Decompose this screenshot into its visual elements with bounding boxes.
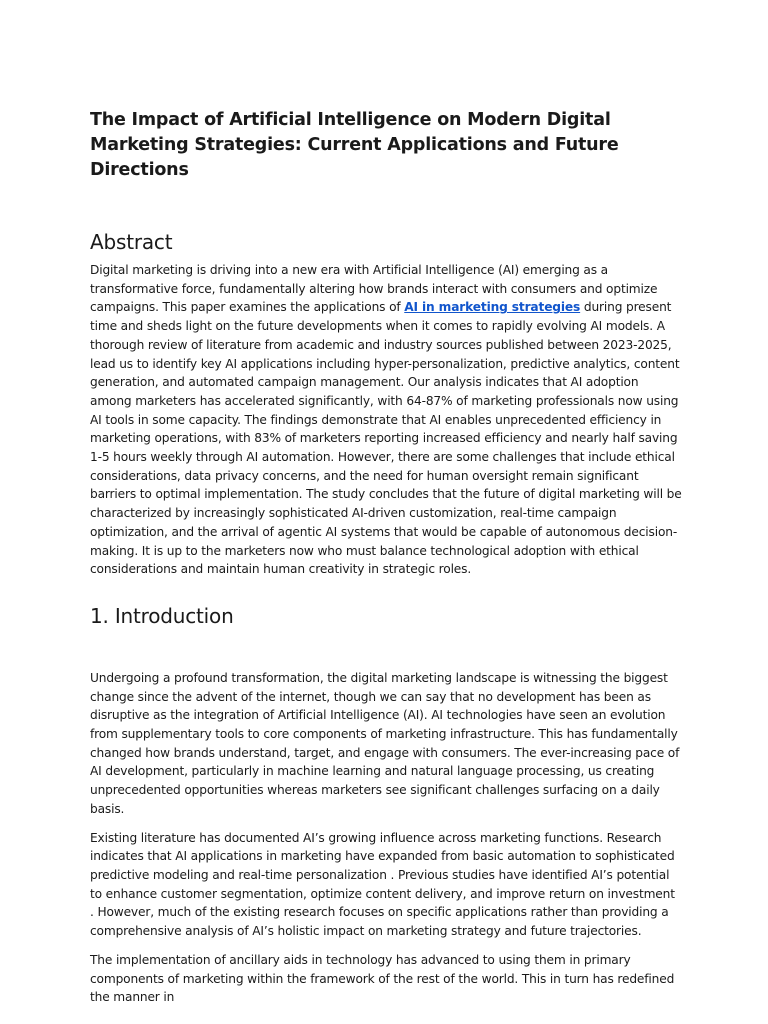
introduction-paragraph-1: Undergoing a profound transformation, the digital marketing landscape is witnessing the biggest change since the advent of the internet, though we can say that no development has been as disruptive as the integration of Artificial Intelligence (AI). AI technologies have seen an evolution from supplementary tools to core components of marketing infrastructure. This has fundamentally changed how brands understand, target, and engage with consumers. The ever-increasing pace of AI development, particularly in machine learning and natural language processing, us creating unprecedented opportunities whereas marketers see significant challenges surfacing on a daily basis. [90,670,680,816]
abstract-heading: Abstract [90,230,173,254]
introduction-heading: 1. Introduction [90,603,234,628]
introduction-paragraph-3: The implementation of ancillary aids in technology has advanced to using them in primary components of marketing within the framework of the rest of the world. This in turn has redefined the manner in [90,952,675,1005]
ai-in-marketing-strategies-link[interactable]: AI in marketing strategies [404,300,581,315]
document-page [90,108,682,1017]
abstract-text-before-link: Digital marketing is driving into a new era with Artificial Intelligence (AI) emerging as a transformative force, fundamentally altering how brands interact with consumers and optimize campaigns. This paper examines the applications of [90,263,658,315]
abstract-text-after-link: during present time and sheds light on the future developments when it comes to rapidly evolving AI models. A thorough review of literature from academic and industry sources published between 2023-2025, lead us to identify key AI applications including hyper-personalization, predictive analytics, content generation, and automated campaign management. Our analysis indicates that AI adoption among marketers has accelerated significantly, with 64-87% of marketing professionals now using AI tools in some capacity. The findings demonstrate that AI enables unprecedented efficiency in marketing operations, with 83% of marketers reporting increased efficiency and nearly half saving 1-5 hours weekly through AI automation. However, there are some challenges that include ethical considerations, data privacy concerns, and the need for human oversight remain significant barriers to optimal implementation. The study concludes that the future of digital marketing will be characterized by increasingly sophisticated AI-driven customization, real-time campaign optimization, and the arrival of agentic AI systems that would be capable of autonomous decision-making. It is up to the marketers now who must balance technological adoption with ethical considerations and maintain human creativity in strategic roles. [90,300,682,577]
introduction-paragraph-2: Existing literature has documented AI’s growing influence across marketing functions. Research indicates that AI applications in marketing have expanded from basic automation to sophisticated predictive modeling and real-time personalization . Previous studies have identified AI’s potential to enhance customer segmentation, optimize content delivery, and improve return on investment . However, much of the existing research focuses on specific applications rather than providing a comprehensive analysis of AI’s holistic impact on marketing strategy and future trajectories. [90,830,675,939]
document-title: The Impact of Artificial Intelligence on Modern Digital Marketing Strategies: Current Applications and Future Directions [90,110,619,180]
abstract-paragraph [90,261,682,579]
